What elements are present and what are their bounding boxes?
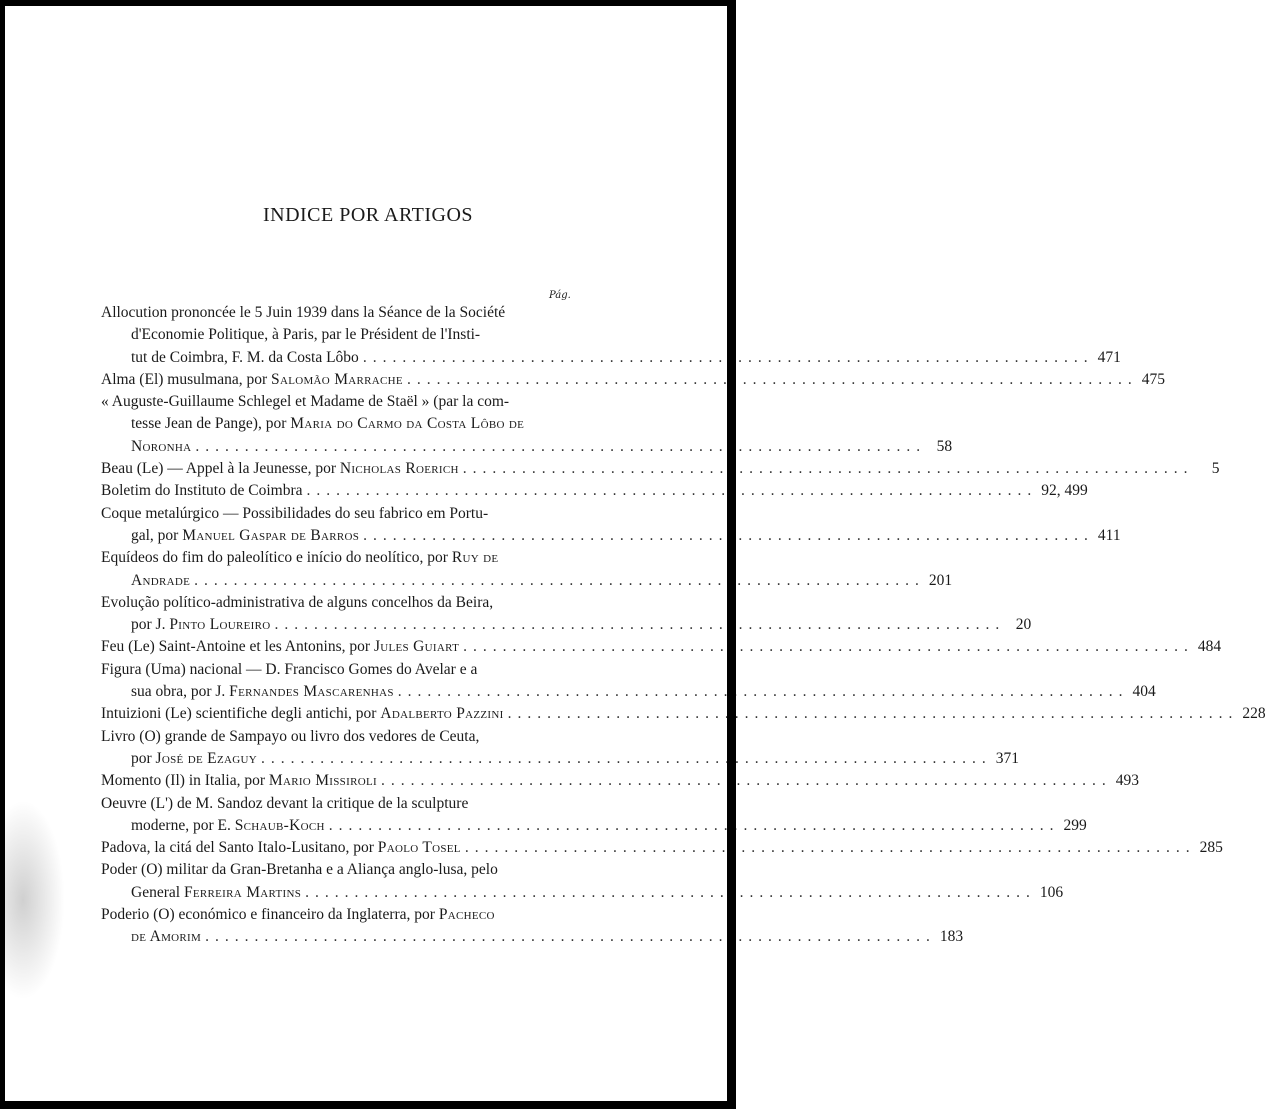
dot-leader: .......................................................................... [463,638,1194,656]
dot-leader: .......................................................................... [305,883,1036,901]
author-name: Pinto Loureiro [169,616,271,634]
dot-leader: .......................................................................... [363,526,1094,544]
page-column-label: Pág. [549,290,571,301]
page-number: 106 [1039,883,1064,901]
toc-entry [101,726,1019,771]
dot-leader: .......................................................................... [464,839,1196,857]
dot-leader: .......................................................................... [205,928,936,946]
author-name: Ruy de [451,549,499,567]
toc-entry [101,391,953,458]
author-name: Fernandes Mascarenhas [229,683,394,701]
entry-line: tesse Jean de Pange), por Maria do Carmo da Costa Lôbo de [131,415,525,433]
entry-line: gal, por Manuel Gaspar de Barros .......................................................................... 411 [101,525,573,547]
toc-entry [101,659,1156,704]
author-name: Ferreira Martins [183,883,302,901]
entry-line: Padova, la citá del Santo Italo-Lusitano, por Paolo Tosel .......................................................................... 285 [101,837,573,859]
toc-entry [101,547,953,592]
dot-leader: .......................................................................... [362,348,1094,366]
page-number: 20 [1015,616,1032,634]
toc-entry [101,302,1121,369]
entry-line: Poderio (O) económico e financeiro da Inglaterra, por Pacheco [101,906,495,924]
page-number: 299 [1063,816,1087,834]
entry-line [101,436,953,458]
toc-entry [101,837,1223,859]
page-number: 484 [1197,638,1222,656]
entry-line: Allocution prononcée le 5 Juin 1939 dans la Séance de la Société [101,304,506,321]
dot-leader: .......................................................................... [406,370,1138,388]
entry-line [101,926,964,948]
entry-line: tut de Coimbra, F. M. da Costa Lôbo .......................................................................... 471 [101,347,573,369]
dot-leader: .......................................................................... [507,705,1239,723]
dot-leader: .......................................................................... [194,571,925,589]
page-stain [5,800,65,1000]
dot-leader: .......................................................................... [274,616,1006,634]
toc-entry [101,458,1220,480]
author-name: Andrade [131,571,191,589]
dot-leader: .......................................................................... [306,482,1038,500]
author-name: Adalberto Pazzini [380,705,504,723]
toc-entry [101,636,1222,658]
page-number: 475 [1141,370,1165,388]
entry-line: sua obra, por J. Fernandes Mascarenhas .......................................................................... 404 [101,681,573,703]
author-name: Manuel Gaspar de Barros [182,526,360,544]
author-name: de Amorim [131,928,202,946]
dot-leader: .......................................................................... [462,460,1194,478]
entry-line: Feu (Le) Saint-Antoine et les Antonins, por Jules Guiart .......................................................................... 484 [101,636,573,658]
author-name: Paolo Tosel [377,839,461,857]
entry-line: Oeuvre (L') de M. Sandoz devant la critique de la sculpture [101,794,469,812]
entry-line: Evolução político-administrativa de alguns concelhos da Beira, [101,593,494,611]
author-name: Jules Guiart [373,638,460,656]
entry-line: por J. Pinto Loureiro .......................................................................... 20 [101,614,573,636]
toc-entry [101,793,1087,838]
entry-line: Livro (O) grande de Sampayo ou livro dos vedores de Ceuta, [101,727,480,745]
page-number: 228 [1242,705,1266,723]
entry-line: por José de Ezaguy .......................................................................... 371 [101,748,573,770]
entry-line: moderne, por E. Schaub-Koch .......................................................................... 299 [101,815,573,837]
entry-line: « Auguste-Guillaume Schlegel et Madame de Staël » (par la com- [101,393,510,411]
page-number: 411 [1097,526,1121,544]
toc-entry [101,703,1266,725]
author-name: Mario Missiroli [268,772,377,790]
dot-leader: .......................................................................... [397,683,1129,701]
page-number: 493 [1115,772,1139,790]
toc-entry [101,480,1088,502]
table-of-contents [101,302,1266,949]
page-number: 92, 499 [1041,482,1088,500]
entry-line: General Ferreira Martins .......................................................................... 106 [101,882,573,904]
toc-entry [101,592,1032,637]
dot-leader: .......................................................................... [328,816,1060,834]
entry-line [101,570,953,592]
entry-line: Alma (El) musulmana, por Salomão Marrache .......................................................................... 475 [101,369,573,391]
toc-entry [101,770,1139,792]
page-number: 5 [1211,460,1220,478]
author-name: Salomão Marrache [271,370,403,388]
author-name: Nicholas Roerich [339,460,459,478]
author-name: Maria do Carmo da Costa Lôbo de [290,415,525,433]
page-number: 183 [939,928,964,946]
page-number: 201 [928,571,953,589]
dot-leader: .......................................................................... [260,749,992,767]
entry-line: Boletim do Instituto de Coimbra .......................................................................... 92, 499 [101,480,573,502]
page-title: INDICE POR ARTIGOS [262,204,474,226]
entry-line: d'Economie Politique, à Paris, par le Président de l'Insti- [131,326,481,344]
page-number: 471 [1097,348,1121,366]
author-name: Pacheco [438,906,495,924]
author-name: Noronha [131,437,192,455]
toc-entry [101,369,1165,391]
toc-entry [101,503,1121,548]
dot-leader: .......................................................................... [195,437,927,455]
toc-entry [101,904,964,949]
page-number: 58 [936,437,953,455]
author-name: José de Ezaguy [155,749,257,767]
dot-leader: .......................................................................... [380,772,1112,790]
entry-line: Coque metalúrgico — Possibilidades do seu fabrico em Portu- [101,504,489,522]
entry-line: Beau (Le) — Appel à la Jeunesse, por Nicholas Roerich .......................................................................... 5 [101,458,573,480]
toc-entry [101,859,1064,904]
entry-line: Poder (O) militar da Gran-Bretanha e a Aliança anglo-lusa, pelo [101,861,498,879]
entry-line: Equídeos do fim do paleolítico e início do neolítico, por Ruy de [101,549,499,567]
page-number: 371 [995,749,1019,767]
entry-line: Figura (Uma) nacional — D. Francisco Gomes do Avelar e a [101,660,478,678]
page-number: 285 [1199,839,1223,857]
author-name: Schaub-Koch [234,816,325,834]
page-number: 404 [1132,683,1156,701]
entry-line: Momento (Il) in Italia, por Mario Missiroli .......................................................................... 493 [101,770,573,792]
entry-line: Intuizioni (Le) scientifiche degli antichi, por Adalberto Pazzini .......................................................................... 228 [101,703,573,725]
